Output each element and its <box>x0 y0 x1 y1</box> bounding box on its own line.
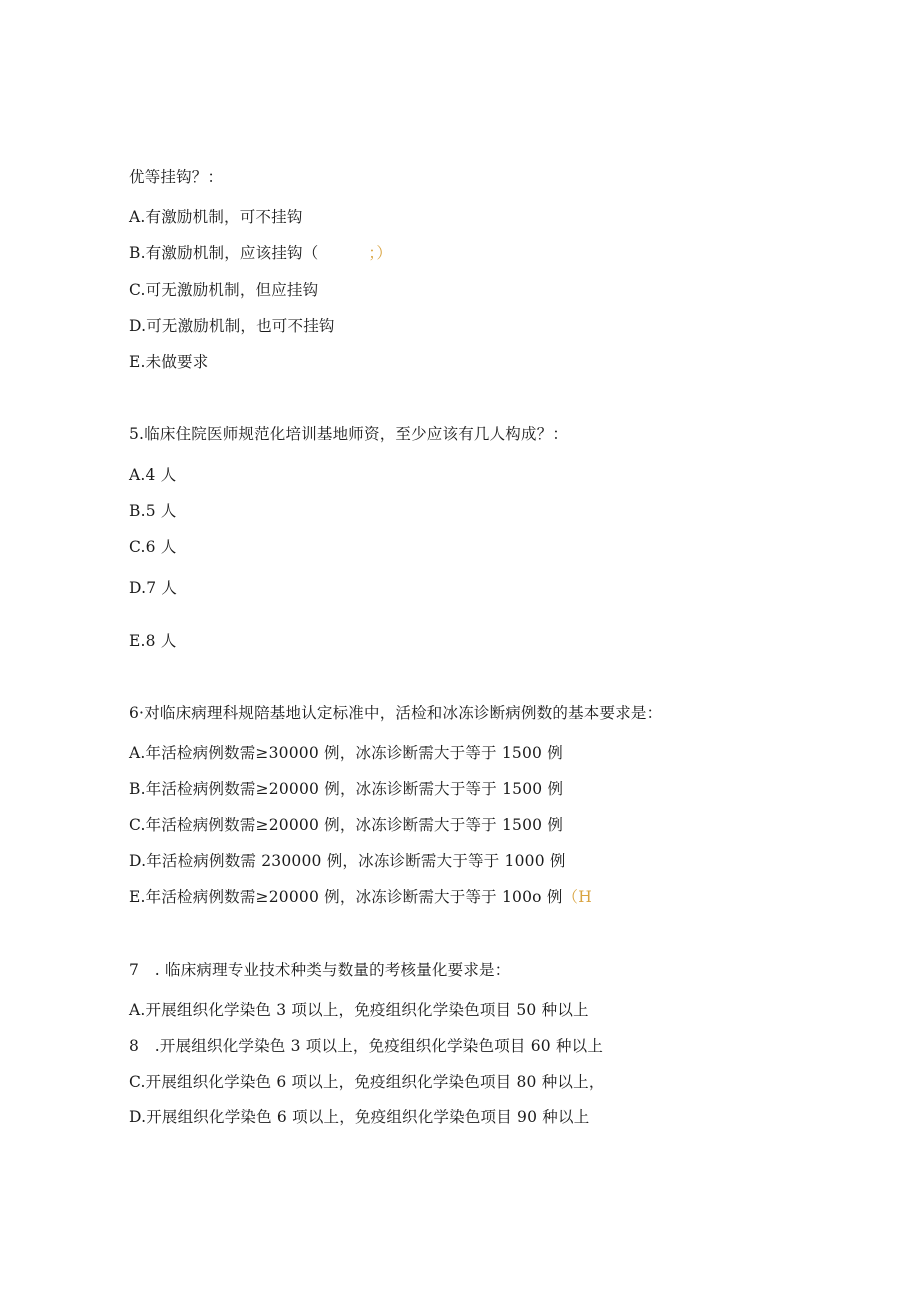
q6-option-c: C.年活检病例数需≥20000 例，冰冻诊断需大于等于 1500 例 <box>129 816 564 834</box>
q5-stem: 5.临床住院医师规范化培训基地师资，至少应该有几人构成？： <box>129 425 569 443</box>
q4-option-d: D.可无激励机制，也可不挂钩 <box>129 317 335 335</box>
q5-option-d: D.7 人 <box>129 579 178 597</box>
q7-option-a: A.开展组织化学染色 3 项以上，免疫组织化学染色项目 50 种以上 <box>129 1001 589 1019</box>
q4-stem-tail: 优等挂钩？： <box>129 168 224 186</box>
q5-option-b: B.5 人 <box>129 502 177 520</box>
q6-option-e-text: E.年活检病例数需≥20000 例，冰冻诊断需大于等于 100o 例 <box>129 888 563 906</box>
q6-option-a: A.年活检病例数需≥30000 例，冰冻诊断需大于等于 1500 例 <box>129 744 563 762</box>
q7-option-b: 8 .开展组织化学染色 3 项以上，免疫组织化学染色项目 60 种以上 <box>129 1037 604 1055</box>
q7-option-d: D.开展组织化学染色 6 项以上，免疫组织化学染色项目 90 种以上 <box>129 1108 590 1126</box>
q6-option-d: D.年活检病例数需 230000 例，冰冻诊断需大于等于 1000 例 <box>129 852 566 870</box>
q4-option-b <box>129 243 392 263</box>
q7-option-c: C.开展组织化学染色 6 项以上，免疫组织化学染色项目 80 种以上， <box>129 1073 605 1091</box>
q6-option-b: B.年活检病例数需≥20000 例，冰冻诊断需大于等于 1500 例 <box>129 780 564 798</box>
q4-option-e: E.未做要求 <box>129 353 209 371</box>
q4-option-b-text: B.有激励机制，应该挂钩（ <box>129 244 319 262</box>
q4-option-c: C.可无激励机制，但应挂钩 <box>129 281 319 299</box>
q4-option-a: A.有激励机制，可不挂钩 <box>129 208 303 226</box>
q5-option-a: A.4 人 <box>129 466 177 484</box>
q7-stem: 7 . 临床病理专业技术种类与数量的考核量化要求是： <box>129 961 511 979</box>
q6-option-e <box>129 887 592 907</box>
q4-option-b-mark: ；） <box>368 244 393 262</box>
q6-stem: 6·对临床病理科规陪基地认定标准中，活检和冰冻诊断病例数的基本要求是： <box>129 704 663 722</box>
q5-option-e: E.8 人 <box>129 632 177 650</box>
q6-option-e-mark: （H <box>562 888 592 906</box>
q5-option-c: C.6 人 <box>129 538 177 556</box>
